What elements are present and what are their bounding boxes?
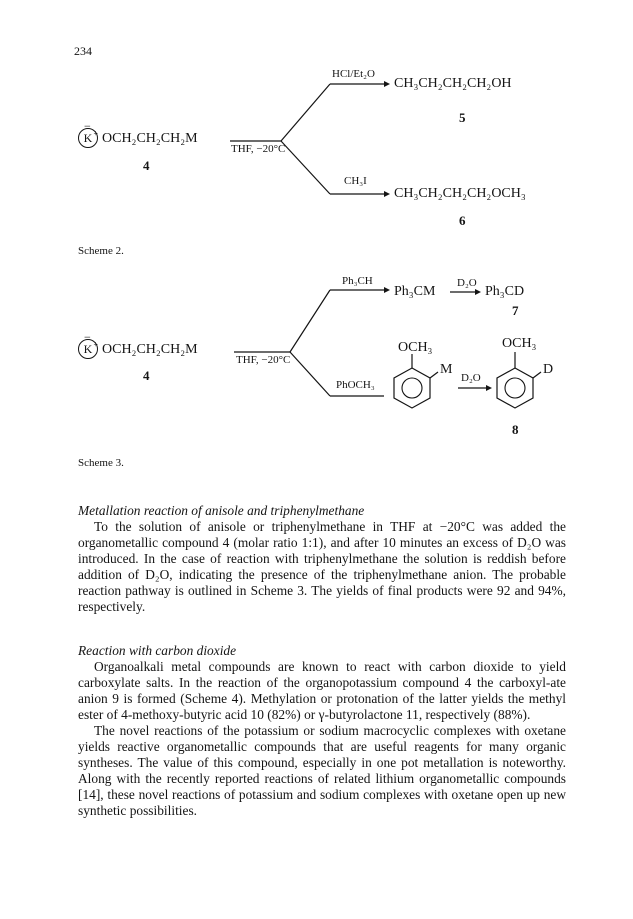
page-number: 234 — [74, 44, 92, 58]
scheme-3-caption: Scheme 3. — [78, 457, 124, 469]
s3-label-top: 7 — [512, 303, 519, 318]
benzene-ring-intermediate — [394, 354, 438, 408]
s3-intermediate-metal: M — [440, 362, 453, 377]
section-heading: Metallation reaction of anisole and triphenylmethane — [78, 503, 365, 518]
paragraph: Organoalkali metal compounds are known to react with carbon dioxide to yield carboxylate salts. In the reaction of the organopotassium compound 4 the carboxyl-ate anion 9 is formed (Scheme 4). Methylation or protonation of the latter yields the methyl ester of 4-methoxy-butyric acid 10 (82%) or γ-butyrolactone 11, respectively (88%). — [78, 659, 566, 722]
s2-reagent-bottom: CH₃I — [344, 175, 367, 187]
s3-reactant-label: 4 — [143, 368, 150, 383]
s3-intermediate-substituent: OCH₃ — [398, 340, 433, 355]
s3-reactant: − K + OCH₂CH₂CH₂M — [78, 339, 198, 359]
s2-conditions: THF, −20°C — [231, 143, 286, 155]
s2-reactant: − K + OCH₂CH₂CH₂M — [78, 128, 198, 148]
benzene-ring-product — [497, 352, 541, 408]
s3-step-reagent-bottom: D₂O — [461, 372, 481, 384]
s3-reagent-bottom: PhOCH₃ — [336, 379, 375, 391]
s3-reagent-top: Ph₃CH — [342, 275, 373, 287]
section-metallation — [78, 503, 566, 615]
s2-label-bottom: 6 — [459, 213, 466, 228]
s3-intermediate-top: Ph₃CM — [394, 284, 436, 299]
s2-reactant-label: 4 — [143, 158, 150, 173]
s2-label-top: 5 — [459, 110, 466, 125]
section-carbon-dioxide — [78, 643, 566, 819]
potassium-ion-icon: − K + — [78, 339, 98, 359]
s2-product-top: CH₃CH₂CH₂CH₂OH — [394, 76, 512, 91]
section-heading: Reaction with carbon dioxide — [78, 643, 237, 658]
s3-product-substituent: OCH₃ — [502, 336, 537, 351]
scheme-2-caption: Scheme 2. — [78, 245, 124, 257]
paragraph: To the solution of anisole or triphenylmethane in THF at −20°C was added the organometallic compound 4 (molar ratio 1:1), and after 10 minutes an excess of D₂O was introduced. In the case of reaction with triphenylmethane the solution is reddish before addition of D₂O, indicating the presence of the triphenylmethane anion. The probable reaction pathway is outlined in Scheme 3. The yields of final products were 92 and 94%, respectively. — [78, 519, 566, 614]
paragraph: The novel reactions of the potassium or sodium macrocyclic complexes with oxetane yields reactive organometallic compounds that are useful reagents for many organic syntheses. The value of this compound, especially in one pot metallation is noteworthy. Along with the recently reported reactions of related lithium organometallic compounds [14], these novel reactions of potassium and sodium complexes with oxetane open up new synthetic possibilities. — [78, 723, 566, 818]
potassium-ion-icon: − K + — [78, 128, 98, 148]
s3-product-top: Ph₃CD — [485, 284, 525, 299]
s2-reagent-top: HCl/Et₂O — [332, 68, 375, 80]
s3-label-bottom: 8 — [512, 422, 519, 437]
s3-conditions: THF, −20°C — [236, 354, 291, 366]
s2-product-bottom: CH₃CH₂CH₂CH₂OCH₃ — [394, 186, 526, 201]
s3-step-reagent-top: D₂O — [457, 277, 477, 289]
s3-product-deuterium: D — [543, 362, 554, 377]
